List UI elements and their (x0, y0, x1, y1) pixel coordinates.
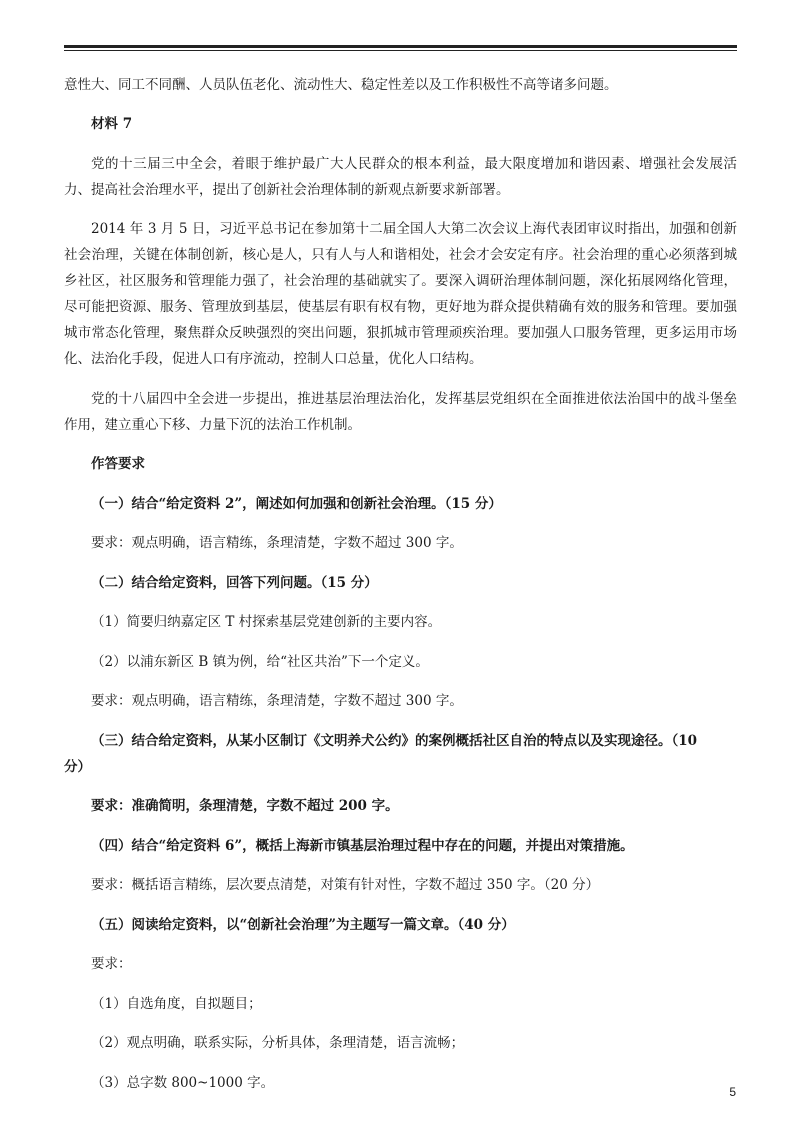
material-title: 材料 7 (91, 116, 133, 132)
question-3-title-line-1: （三）结合给定资料，从某小区制订《文明养犬公约》的案例概括社区自治的特点以及实现途径。（10 (91, 732, 698, 749)
question-4-requirement: 要求：概括语言精练，层次要点清楚，对策有针对性，字数不超过 350 字。（20 分） (91, 877, 600, 893)
question-3-title-line-2: 分） (64, 758, 91, 775)
question-3-title (64, 728, 737, 780)
material-paragraph-1: 党的十三届三中全会，着眼于维护最广大人民群众的根本利益，最大限度增加和谐因素、增强社会发展活力、提高社会治理水平，提出了创新社会治理体制的新观点新要求新部署。 (64, 155, 737, 198)
question-5-item-1: （1）自选角度，自拟题目； (91, 995, 262, 1012)
question-2-requirement: 要求：观点明确，语言精练，条理清楚，字数不超过 300 字。 (91, 693, 463, 709)
page-number: 5 (729, 1085, 736, 1099)
page-content (64, 58, 737, 1109)
material-paragraph-2: 2014 年 3 月 5 日，习近平总书记在参加第十二届全国人大第二次会议上海代表团审议时指出，加强和创新社会治理，关键在体制创新，核心是人，只有人与人和谐相处，社会才会安定有序。社会治理的重心必须落到城乡社区，社区服务和管理能力强了，社会治理的基础就实了。要深入调研治理体制问题，深化拓展网络化管理，尽可能把资源、服务、管理放到基层，使基层有职有权有物，更好地为群众提供精确有效的服务和管理。要加强城市常态化管理，聚焦群众反映强烈的突出问题，狠抓城市管理顽疾治理。要加强人口服务管理，更多运用市场化、法治化手段，促进人口有序流动，控制人口总量，优化人口结构。 (64, 221, 737, 367)
question-2-sub-2: （2）以浦东新区 B 镇为例，给“社区共治”下一个定义。 (91, 653, 429, 670)
requirements-heading: 作答要求 (91, 456, 145, 472)
question-5-item-3: （3）总字数 800~1000 字。 (91, 1074, 275, 1091)
header-rule-thick (64, 45, 737, 48)
material-paragraph-3: 党的十八届四中全会进一步提出，推进基层治理法治化，发挥基层党组织在全面推进依法治国中的战斗堡垒作用，建立重心下移、力量下沉的法治工作机制。 (64, 390, 737, 433)
question-4-title: （四）结合“给定资料 6”，概括上海新市镇基层治理过程中存在的问题，并提出对策措施。 (91, 837, 634, 854)
header-rule-thin (64, 50, 737, 51)
question-2-sub-1: （1）简要归纳嘉定区 T 村探索基层党建创新的主要内容。 (91, 614, 442, 630)
question-2-title: （二）结合给定资料，回答下列问题。（15 分） (91, 574, 378, 591)
question-5-title: （五）阅读给定资料，以“创新社会治理”为主题写一篇文章。（40 分） (91, 916, 515, 933)
question-3-requirement: 要求：准确简明，条理清楚，字数不超过 200 字。 (91, 798, 399, 814)
continuation-text: 意性大、同工不同酬、人员队伍老化、流动性大、稳定性差以及工作积极性不高等诸多问题。 (64, 76, 618, 93)
question-1-title: （一）结合“给定资料 2”，阐述如何加强和创新社会治理。（15 分） (91, 495, 502, 512)
question-5-requirement-label: 要求： (91, 956, 132, 972)
question-1-requirement: 要求：观点明确，语言精练，条理清楚，字数不超过 300 字。 (91, 535, 463, 551)
question-5-item-2: （2）观点明确，联系实际，分析具体，条理清楚，语言流畅； (91, 1035, 465, 1051)
